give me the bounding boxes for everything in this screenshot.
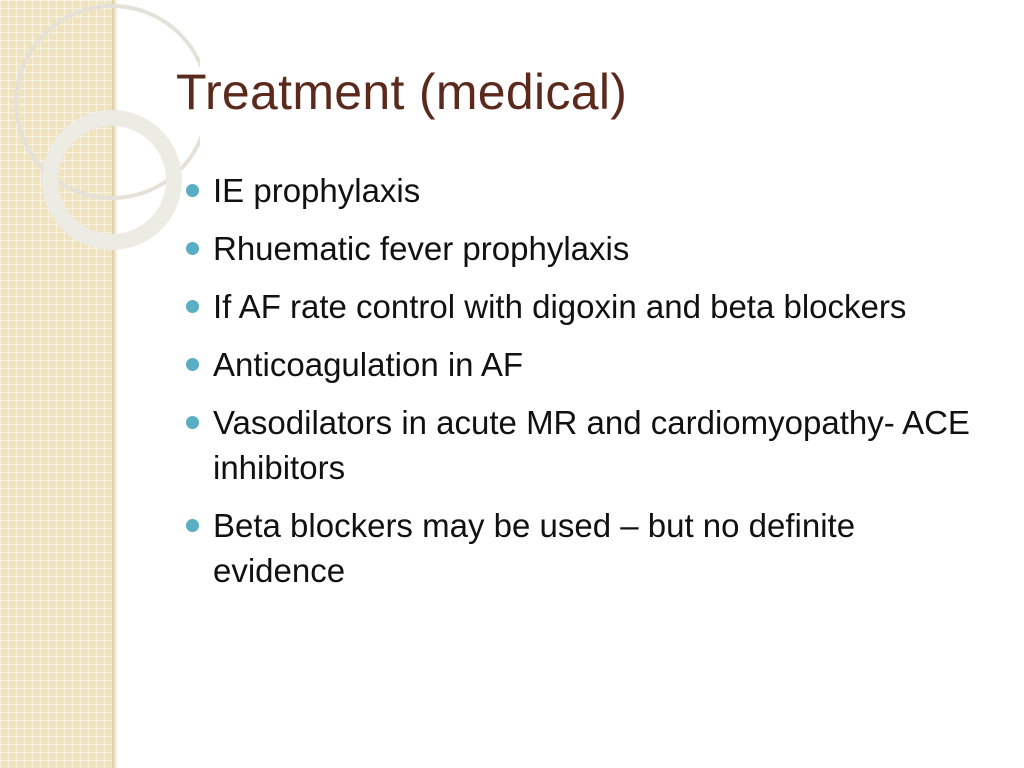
bullet-item: [186, 342, 986, 387]
bullet-text: If AF rate control with digoxin and beta blockers: [213, 288, 907, 325]
bullet-item: [186, 226, 986, 271]
bullet-dot-icon: [186, 358, 199, 371]
slide-title: Treatment (medical): [176, 64, 628, 120]
bullet-item: [186, 284, 986, 329]
bullet-item: [186, 503, 986, 593]
bullet-item: [186, 400, 986, 490]
bullet-list: [186, 168, 986, 606]
bullet-dot-icon: [186, 184, 199, 197]
bullet-text: Vasodilators in acute MR and cardiomyopathy- ACE inhibitors: [213, 404, 970, 486]
decorative-circle-small: [50, 118, 174, 242]
bullet-dot-icon: [186, 519, 199, 532]
bullet-dot-icon: [186, 242, 199, 255]
bullet-item: [186, 168, 986, 213]
bullet-text: IE prophylaxis: [213, 172, 421, 209]
bullet-text: Rhuematic fever prophylaxis: [213, 230, 630, 267]
decorative-circles: [0, 0, 200, 260]
bullet-text: Beta blockers may be used – but no definite evidence: [213, 507, 856, 589]
bullet-text: Anticoagulation in AF: [213, 346, 524, 383]
bullet-dot-icon: [186, 416, 199, 429]
bullet-dot-icon: [186, 300, 199, 313]
